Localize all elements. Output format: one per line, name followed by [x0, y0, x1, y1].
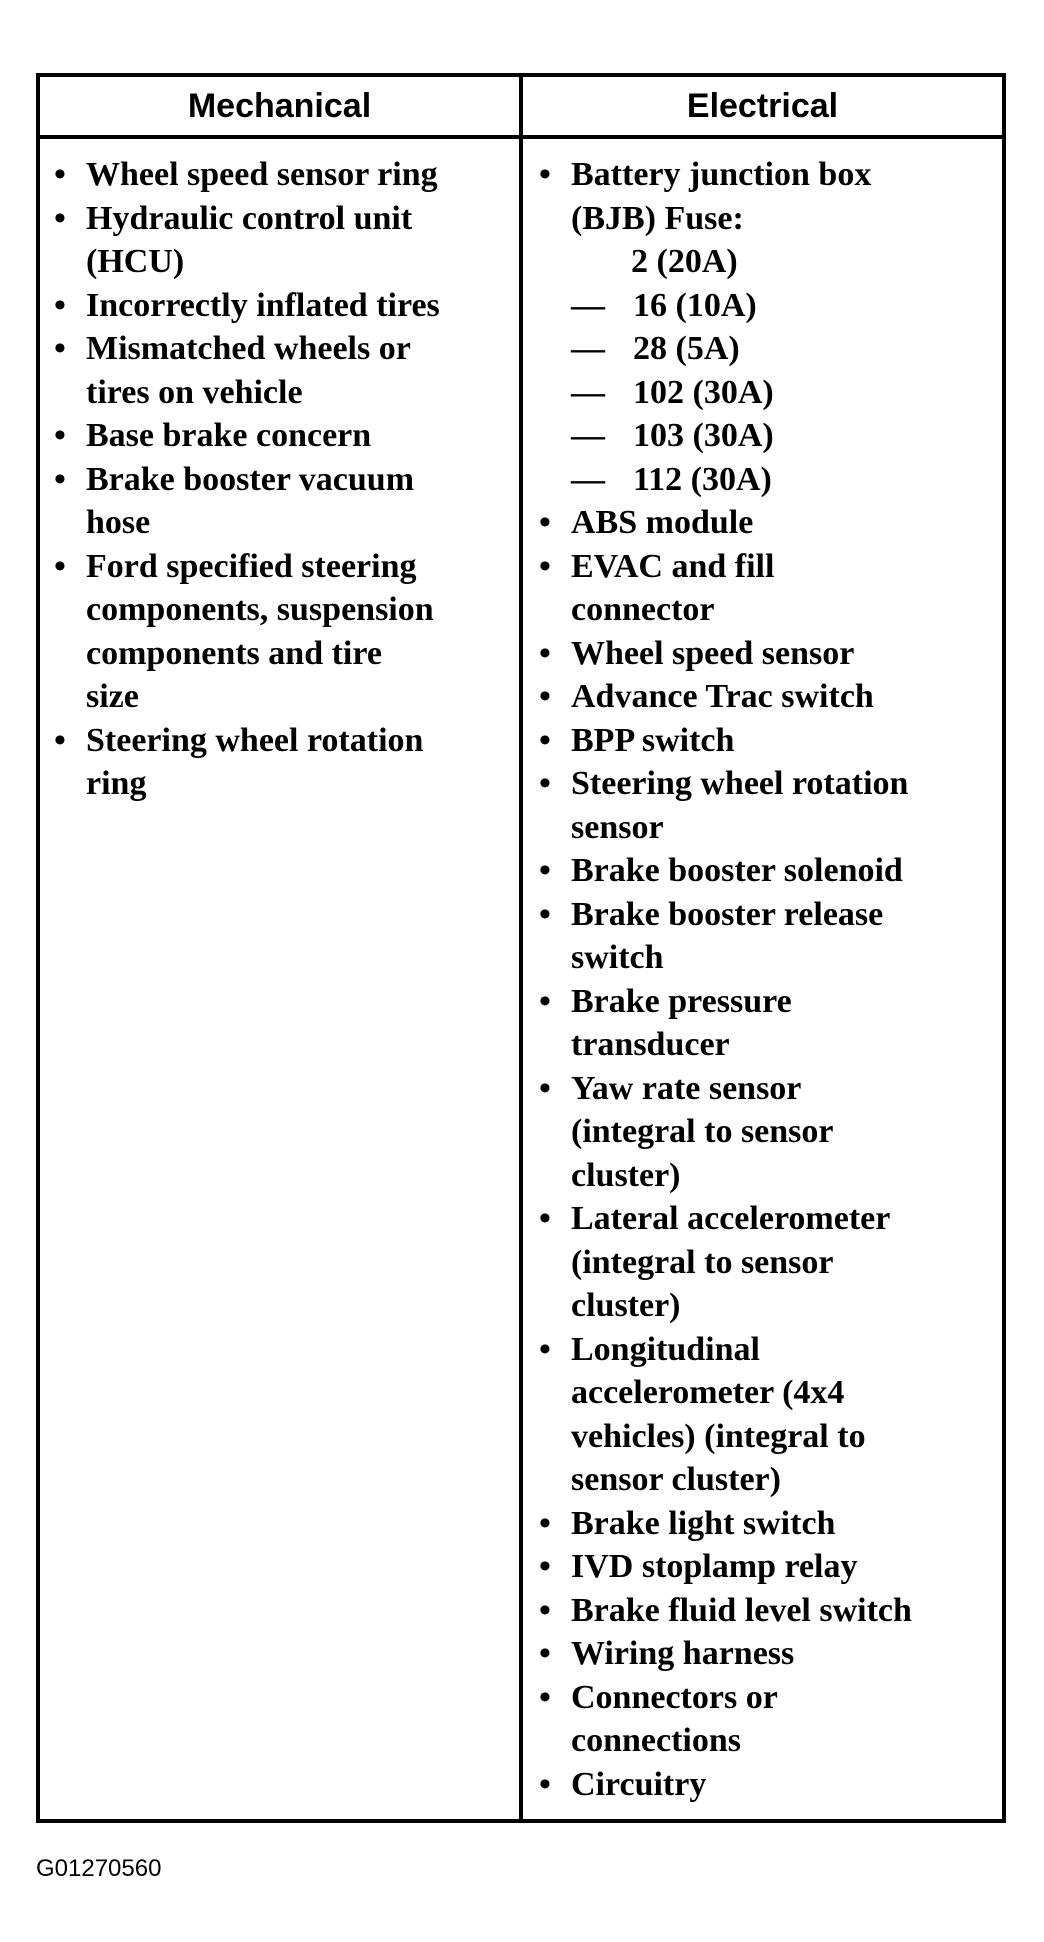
- electrical-item: • Longitudinal accelerometer (4x4 vehicles) (integral to sensor cluster): [533, 1328, 1003, 1502]
- fuse-item: — 102 (30A): [533, 371, 1003, 415]
- electrical-item: • Connectors or connections: [533, 1676, 1003, 1763]
- bullet-icon: •: [539, 982, 551, 1020]
- electrical-item: • Wiring harness: [533, 1632, 1003, 1676]
- fuse-dash: —: [571, 286, 605, 324]
- bullet-icon: •: [539, 1504, 551, 1542]
- electrical-item: • Advance Trac switch: [533, 675, 1003, 719]
- mechanical-item: • Base brake concern: [48, 414, 514, 458]
- bullet-icon: •: [54, 199, 66, 237]
- bullet-icon: •: [54, 330, 66, 367]
- electrical-item: • Brake pressure transducer: [533, 980, 1003, 1067]
- bullet-icon: •: [539, 1069, 551, 1107]
- bullet-icon: •: [539, 765, 551, 802]
- bullet-icon: •: [539, 1548, 551, 1585]
- electrical-item: • Battery junction box (BJB) Fuse:: [533, 153, 1003, 240]
- mechanical-list: [48, 153, 514, 806]
- bullet-icon: •: [539, 1635, 551, 1672]
- bullet-icon: •: [54, 156, 66, 193]
- mechanical-item: • Steering wheel rotation ring: [48, 719, 514, 806]
- bullet-icon: •: [54, 417, 66, 454]
- electrical-item: • Wheel speed sensor: [533, 632, 1003, 676]
- bullet-icon: •: [539, 678, 551, 715]
- electrical-item: • Brake booster solenoid: [533, 849, 1003, 893]
- fuse-item: 2 (20A): [631, 243, 738, 280]
- electrical-item: • BPP switch: [533, 719, 1003, 763]
- mechanical-item: • Wheel speed sensor ring: [48, 153, 514, 197]
- fuse-item: — 112 (30A): [533, 458, 1003, 502]
- electrical-item: • Brake light switch: [533, 1502, 1003, 1546]
- electrical-item: • IVD stoplamp relay: [533, 1545, 1003, 1589]
- mechanical-item: • Ford specified steering components, suspension components and tire size: [48, 545, 514, 719]
- electrical-item: • Yaw rate sensor (integral to sensor cluster): [533, 1067, 1003, 1198]
- electrical-item: • Brake fluid level switch: [533, 1589, 1003, 1633]
- bullet-icon: •: [54, 286, 66, 324]
- bullet-icon: •: [539, 504, 551, 541]
- electrical-item: • Brake booster release switch: [533, 893, 1003, 980]
- bullet-icon: •: [54, 460, 66, 498]
- bullet-icon: •: [539, 634, 551, 672]
- column-divider: [519, 77, 523, 1819]
- bullet-icon: •: [539, 156, 551, 193]
- fuse-dash: —: [571, 417, 605, 454]
- fuse-dash: —: [571, 330, 605, 367]
- fuse-dash: —: [571, 460, 605, 498]
- bullet-icon: •: [539, 1200, 551, 1237]
- electrical-item: • Steering wheel rotation sensor: [533, 762, 1003, 849]
- mechanical-item: • Mismatched wheels or tires on vehicle: [48, 327, 514, 414]
- electrical-list: [533, 153, 1003, 1806]
- bullet-icon: •: [539, 852, 551, 889]
- mechanical-item: • Incorrectly inflated tires: [48, 284, 514, 328]
- electrical-header: Electrical: [686, 86, 839, 125]
- electrical-item: • ABS module: [533, 501, 1003, 545]
- mechanical-header: Mechanical: [187, 86, 372, 125]
- electrical-item: • Circuitry: [533, 1763, 1003, 1807]
- bullet-icon: •: [54, 721, 66, 759]
- bullet-icon: •: [539, 1765, 551, 1803]
- bullet-icon: •: [539, 1330, 551, 1368]
- bullet-icon: •: [539, 895, 551, 933]
- fuse-item: — 28 (5A): [533, 327, 1003, 371]
- figure-id: G01270560: [36, 1855, 162, 1882]
- mechanical-item: • Hydraulic control unit (HCU): [48, 197, 514, 284]
- mechanical-item: • Brake booster vacuum hose: [48, 458, 514, 545]
- diagnostic-table: [36, 73, 1006, 1823]
- bullet-icon: •: [539, 1678, 551, 1716]
- fuse-item: — 103 (30A): [533, 414, 1003, 458]
- bullet-icon: •: [539, 1591, 551, 1629]
- electrical-item: • Lateral accelerometer (integral to sensor cluster): [533, 1197, 1003, 1328]
- bullet-icon: •: [539, 547, 551, 585]
- fuse-item: — 16 (10A): [533, 284, 1003, 328]
- fuse-dash: —: [571, 373, 605, 411]
- bullet-icon: •: [539, 721, 551, 759]
- bullet-icon: •: [54, 547, 66, 585]
- electrical-item: • EVAC and fill connector: [533, 545, 1003, 632]
